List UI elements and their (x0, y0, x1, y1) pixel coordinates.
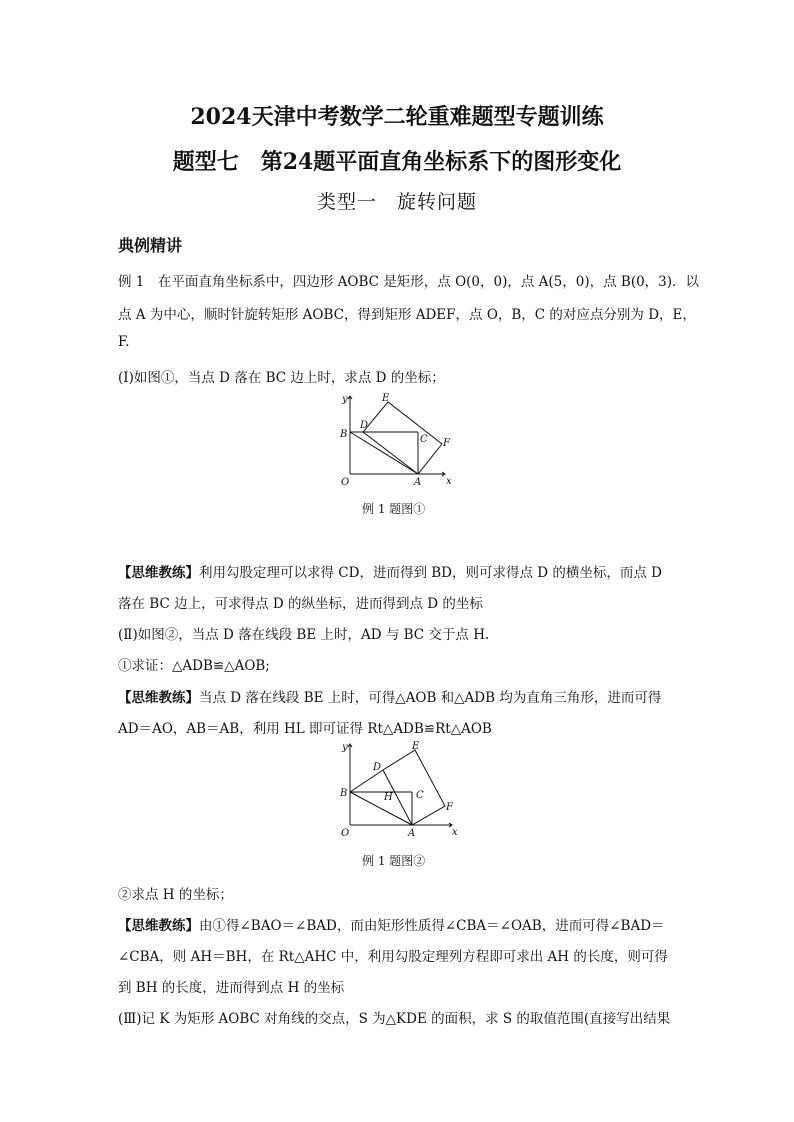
fig2-label-y: y (342, 742, 348, 753)
fig1-label-A: A (414, 477, 422, 488)
hint-2-tag: 【思维教练】 (118, 690, 199, 706)
figure-1-caption: 例 1 题图① (362, 502, 426, 516)
hint-1-line-2: 落在 BC 边上，可求得点 D 的纵坐标，进而得到点 D 的坐标 (118, 596, 483, 612)
hint-3-tag: 【思维教练】 (118, 918, 199, 934)
fig2-label-A: A (408, 828, 416, 839)
figure-2-diagram (330, 740, 460, 840)
fig2-label-x: x (452, 827, 458, 838)
hint-3-text: 由①得∠BAO＝∠BAD，而由矩形性质得∠CBA＝∠OAB，进而可得∠BAD＝ (199, 918, 665, 934)
figure-2-caption: 例 1 题图② (362, 854, 426, 868)
hint-1-tag: 【思维教练】 (118, 565, 199, 581)
part-3-question: (Ⅲ)记 K 为矩形 AOBC 对角线的交点，S 为△KDE 的面积，求 S 的取值范围(直接写出结果 (118, 1011, 671, 1027)
hint-2-line-2: AD＝AO，AB＝AB，利用 HL 即可证得 Rt△ADB≌Rt△AOB (118, 721, 492, 737)
doc-type-heading: 类型一 旋转问题 (316, 191, 477, 213)
doc-title: 2024天津中考数学二轮重难题型专题训练 (190, 104, 604, 130)
part-2b-question: ②求点 H 的坐标； (118, 887, 233, 903)
hint-1-line-1 (118, 561, 662, 581)
problem-line-1: 例 1 在平面直角坐标系中，四边形 AOBC 是矩形，点 O(0，0)，点 A(5，0)，点 B(0，3)．以 (118, 274, 700, 290)
part-2-question: (Ⅱ)如图②，当点 D 落在线段 BE 上时，AD 与 BC 交于点 H. (118, 627, 490, 643)
hint-2-line-1 (118, 686, 661, 706)
fig2-label-O: O (341, 828, 350, 839)
fig2-label-D: D (373, 762, 382, 773)
fig1-label-D: D (360, 420, 369, 431)
fig1-label-x: x (446, 476, 452, 487)
fig2-label-F: F (446, 802, 453, 813)
fig1-label-y: y (342, 394, 348, 405)
fig1-label-E: E (382, 393, 390, 404)
hint-3-line-2: ∠CBA，则 AH＝BH，在 Rt△AHC 中，利用勾股定理列方程即可求出 AH 的长度，则可得 (118, 949, 668, 965)
part-1-question: (Ⅰ)如图①，当点 D 落在 BC 边上时，求点 D 的坐标； (118, 370, 445, 386)
hint-3-line-3: 到 BH 的长度，进而得到点 H 的坐标 (118, 980, 345, 996)
hint-2-text: 当点 D 落在线段 BE 上时，可得△AOB 和△ADB 均为直角三角形，进而可得 (199, 690, 662, 706)
fig1-label-C: C (420, 434, 428, 445)
fig1-label-O: O (341, 477, 350, 488)
fig1-label-B: B (340, 429, 348, 440)
hint-1-text: 利用勾股定理可以求得 CD，进而得到 BD，则可求得点 D 的横坐标，而点 D (199, 565, 663, 581)
fig1-label-F: F (443, 438, 450, 449)
fig2-label-E: E (412, 741, 420, 752)
section-heading: 典例精讲 (118, 236, 183, 255)
problem-line-2: 点 A 为中心，顺时针旋转矩形 AOBC，得到矩形 ADEF，点 O，B，C 的对应点分别为 D，E， (118, 307, 696, 323)
part-2a-question: ①求证：△ADB≌△AOB; (118, 658, 270, 674)
figure-1-diagram (330, 392, 455, 488)
fig2-label-B: B (340, 788, 348, 799)
fig2-label-H: H (384, 792, 393, 803)
fig2-label-C: C (416, 790, 424, 801)
hint-3-line-1 (118, 914, 665, 934)
doc-subtitle: 题型七 第24题平面直角坐标系下的图形变化 (172, 149, 622, 175)
problem-line-3: F. (118, 334, 130, 350)
